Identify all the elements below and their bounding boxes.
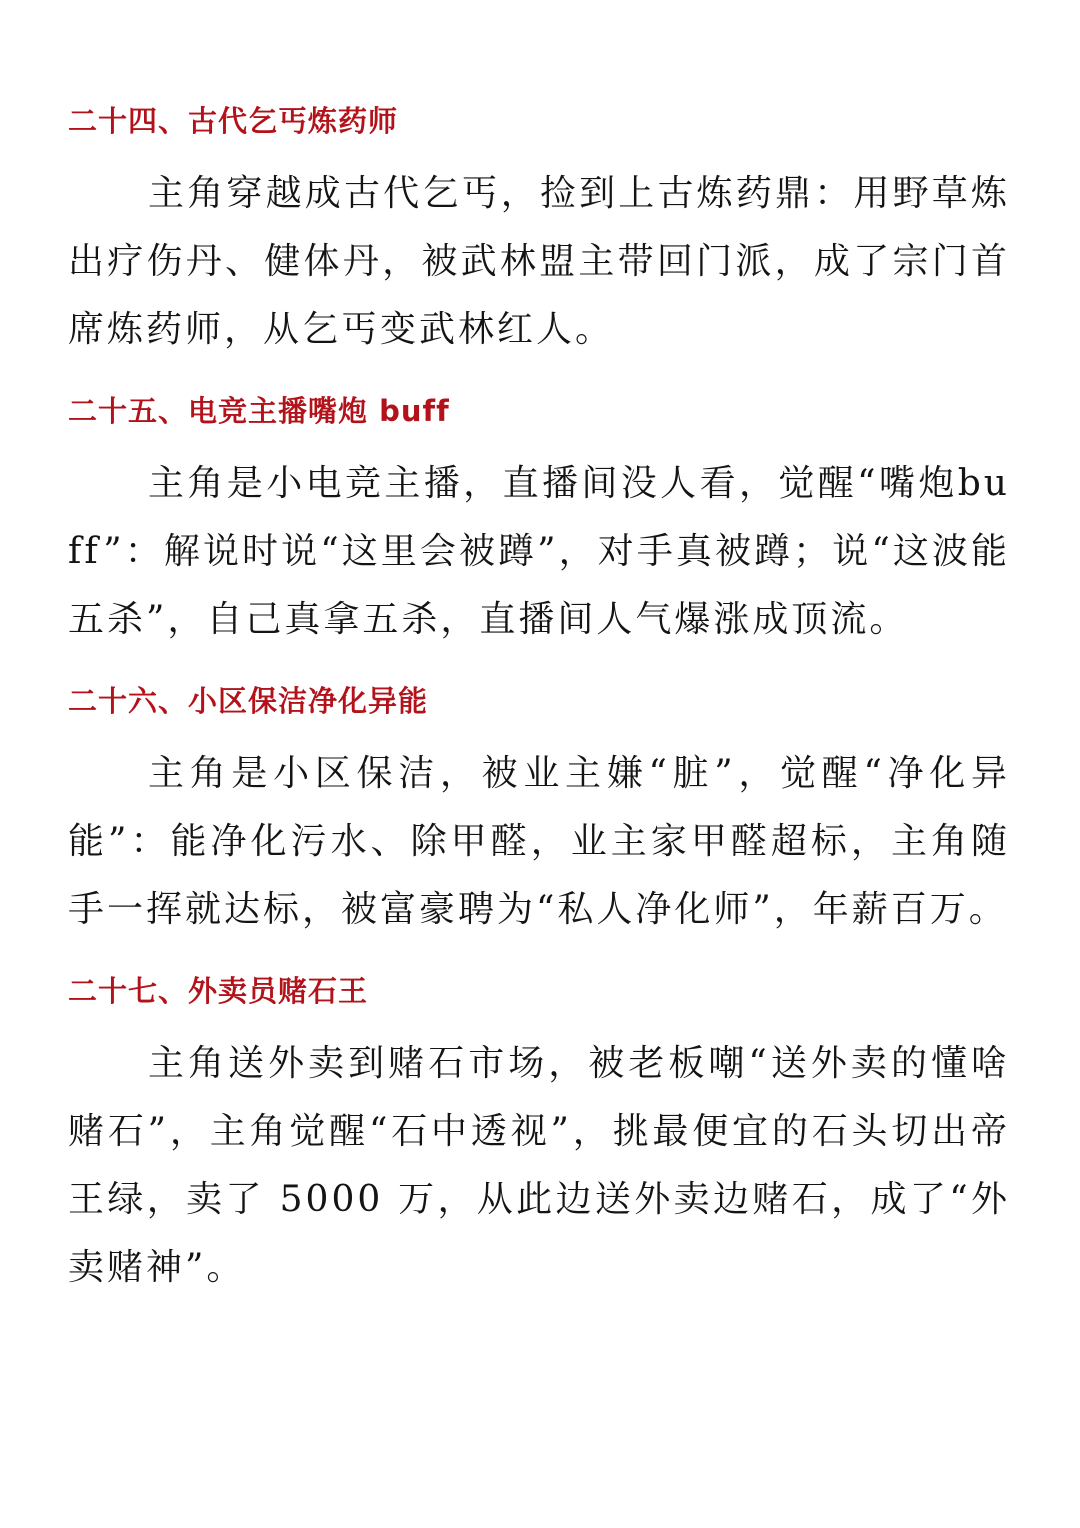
section-paragraph: 主角是小电竞主播，直播间没人看，觉醒“嘴炮buff”：解说时说“这里会被蹲”，对手真被蹲；说“这波能五杀”，自己真拿五杀，直播间人气爆涨成顶流。 <box>68 463 1010 640</box>
section-spacer <box>68 944 1010 964</box>
story-section-26 <box>68 674 1010 944</box>
section-paragraph: 主角穿越成古代乞丐，捡到上古炼药鼎：用野草炼出疗伤丹、健体丹，被武林盟主带回门派，成了宗门首席炼药师，从乞丐变武林红人。 <box>68 173 1010 350</box>
story-section-24 <box>68 94 1010 364</box>
section-heading: 二十七、外卖员赌石王 <box>68 974 369 1008</box>
section-heading: 二十六、小区保洁净化异能 <box>68 684 429 718</box>
section-paragraph: 主角送外卖到赌石市场，被老板嘲“送外卖的懂啥赌石”，主角觉醒“石中透视”，挑最便宜的石头切出帝王绿，卖了 5000 万，从此边送外卖边赌石，成了“外卖赌神”。 <box>68 1043 1010 1288</box>
section-heading: 二十四、古代乞丐炼药师 <box>68 104 399 138</box>
section-heading: 二十五、电竞主播嘴炮 buff <box>68 394 450 428</box>
story-section-25 <box>68 384 1010 654</box>
section-spacer <box>68 654 1010 674</box>
story-section-27 <box>68 964 1010 1302</box>
section-spacer <box>68 364 1010 384</box>
section-paragraph: 主角是小区保洁，被业主嫌“脏”，觉醒“净化异能”：能净化污水、除甲醛，业主家甲醛超标，主角随手一挥就达标，被富豪聘为“私人净化师”，年薪百万。 <box>68 753 1010 930</box>
